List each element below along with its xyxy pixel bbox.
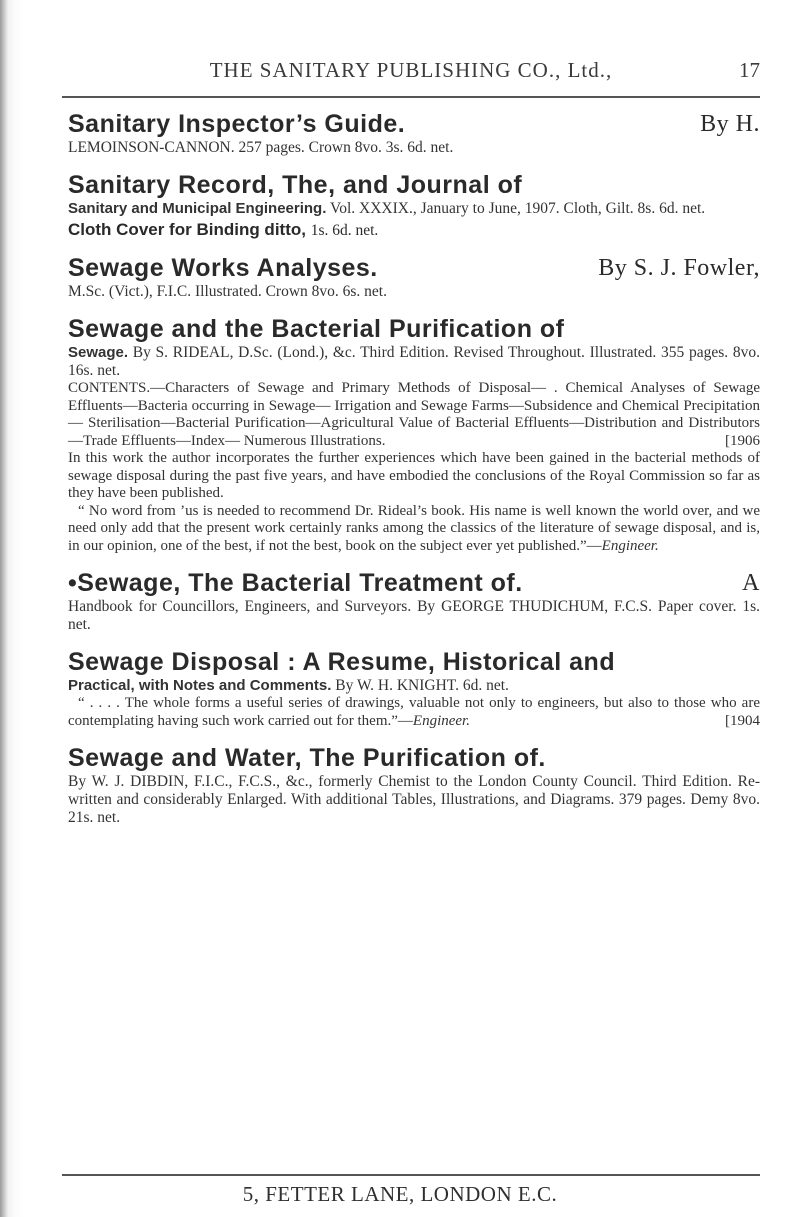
book-details: LEMOINSON-CANNON. 257 pages. Crown 8vo. 3s. 6d. net. [68,139,454,156]
review-quote [68,695,760,730]
details-text: Vol. XXXIX., January to June, 1907. Cloth, Gilt. 8s. 6d. net. [330,200,706,217]
book-title: Sewage Disposal : A Resume, Historical and [68,648,616,676]
header-rule [62,96,760,98]
title-tail: A [742,570,760,596]
title-text: Sanitary Inspector’s Guide. [68,110,406,138]
author-lead: By S. J. Fowler, [598,255,760,281]
running-header [62,58,760,92]
book-entry-sanitary-record [68,171,760,240]
quote-source: Engineer. [412,712,470,729]
title-continuation: Practical, with Notes and Comments. [68,677,332,694]
contents-date: [1906 [725,432,760,449]
title-text: •Sewage, The Bacterial Treatment of. [68,569,523,597]
footer-rule [62,1174,760,1176]
book-entry-sewage-works-analyses [68,254,760,301]
details-text: By S. RIDEAL, D.Sc. (Lond.), &c. Third Edition. Revised Throughout. Illustrated. 355 pages. 8vo. 16s. net. [68,344,760,379]
book-list [68,110,760,841]
book-title: Sewage and Water, The Purification of. [68,744,546,772]
book-details: Handbook for Councillors, Engineers, and Surveyors. By GEORGE THUDICHUM, F.C.S. Paper cover. 1s. net. [68,598,760,633]
publisher-header: THE SANITARY PUBLISHING CO., Ltd., [209,58,613,82]
book-details: By W. J. DIBDIN, F.I.C., F.C.S., &c., formerly Chemist to the London County Council. Third Edition. Re-written and considerably Enlarged. With additional Tables, Illustrations, and Diagrams. 379 pages. Demy 8vo. 21s. net. [68,773,760,826]
quote-source: Engineer. [601,537,659,554]
cover-price: 1s. 6d. net. [310,222,379,239]
book-title: Sewage and the Bacterial Purification of [68,315,565,343]
title-continuation: Sanitary and Municipal Engineering. [68,200,327,217]
book-details [68,200,760,218]
author-lead: By H. [700,111,760,137]
title-text: Sewage Works Analyses. [68,254,378,282]
quote-text: “ . . . . The whole forms a useful series of drawings, valuable not only to engineers, but also to those who are contemplating having such work carried out for them.”— [68,695,760,729]
review-quote [68,503,760,556]
publisher-address: 5, FETTER LANE, LONDON E.C. [242,1182,558,1206]
contents-list [68,380,760,450]
book-entry-bacterial-treatment [68,569,760,634]
quote-text: “ No word from ’us is needed to recommend Dr. Rideal’s book. His name is well known the world over, and we need only add that the present work certainly ranks among the classics of the literature of sewage disposal, and is, in our opinion, one of the best, if not the best, book on the subject ever yet published.”— [68,502,760,554]
book-title [68,569,760,598]
title-continuation: Sewage. [68,344,129,361]
cover-label: Cloth Cover for Binding ditto, [68,220,306,239]
book-title: Sanitary Record, The, and Journal of [68,171,523,199]
book-entry-sanitary-inspectors-guide [68,110,760,157]
book-details [68,677,760,695]
book-details [68,344,760,380]
details-text: By W. H. KNIGHT. 6d. net. [335,677,509,694]
book-entry-bacterial-purification [68,315,760,555]
book-entry-sewage-disposal [68,648,760,730]
page-number: 17 [739,58,760,82]
quote-date: [1904 [725,712,760,729]
contents-text: CONTENTS.—Characters of Sewage and Primary Methods of Disposal— . Chemical Analyses of Sewage Effluents—Bacteria occurring in Sewage— Irrigation and Sewage Farms—Subsidence and Chemical Precipitation— Sterilisation—Bacterial Purification—Agricultural Value of Bacterial Effluents—Distribution and Distributors—Trade Effluents—Index— Numerous Illustrations. [68,380,760,449]
description-paragraph: In this work the author incorporates the further experiences which have been gained in the bacterial methods of sewage disposal during the past five years, and have embodied the conclusions of the Royal Commission so far as they have been published. [68,450,760,501]
book-title [68,110,760,139]
binding-shadow [0,0,8,1217]
book-entry-sewage-and-water [68,744,760,827]
binding-cover-line [68,220,760,240]
book-details: M.Sc. (Vict.), F.I.C. Illustrated. Crown 8vo. 6s. net. [68,283,387,300]
book-title [68,254,760,283]
